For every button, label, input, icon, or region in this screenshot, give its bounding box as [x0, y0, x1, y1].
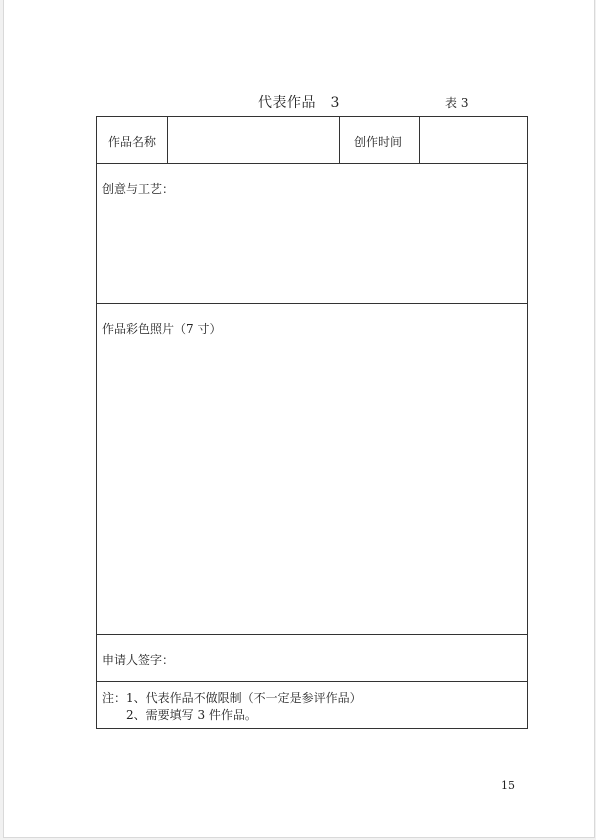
- signature-label: 申请人签字：: [102, 653, 175, 667]
- signature-section[interactable]: [97, 635, 527, 682]
- photo-section[interactable]: [97, 304, 527, 635]
- page-number: 15: [501, 779, 515, 792]
- document-page: [3, 0, 595, 838]
- work-name-label: 作品名称: [108, 135, 157, 149]
- divider: [339, 117, 340, 163]
- created-time-label: 创作时间: [354, 135, 403, 149]
- work-name-field[interactable]: [168, 117, 339, 163]
- idea-craft-label: 创意与工艺：: [102, 182, 175, 196]
- photo-label: 作品彩色照片（7 寸）: [102, 322, 222, 336]
- notes-section: [97, 682, 527, 729]
- table-number: 表 3: [445, 96, 469, 110]
- note-line-2: 2、需要填写 3 件作品。: [126, 708, 257, 722]
- created-time-field[interactable]: [420, 117, 527, 163]
- representative-work-form: [96, 116, 528, 729]
- idea-craft-section[interactable]: [97, 164, 527, 304]
- note-line-1: 注：1、代表作品不做限制（不一定是参评作品）: [102, 691, 362, 705]
- work-info-row: [97, 117, 527, 164]
- page-title: 代表作品 3: [258, 95, 340, 111]
